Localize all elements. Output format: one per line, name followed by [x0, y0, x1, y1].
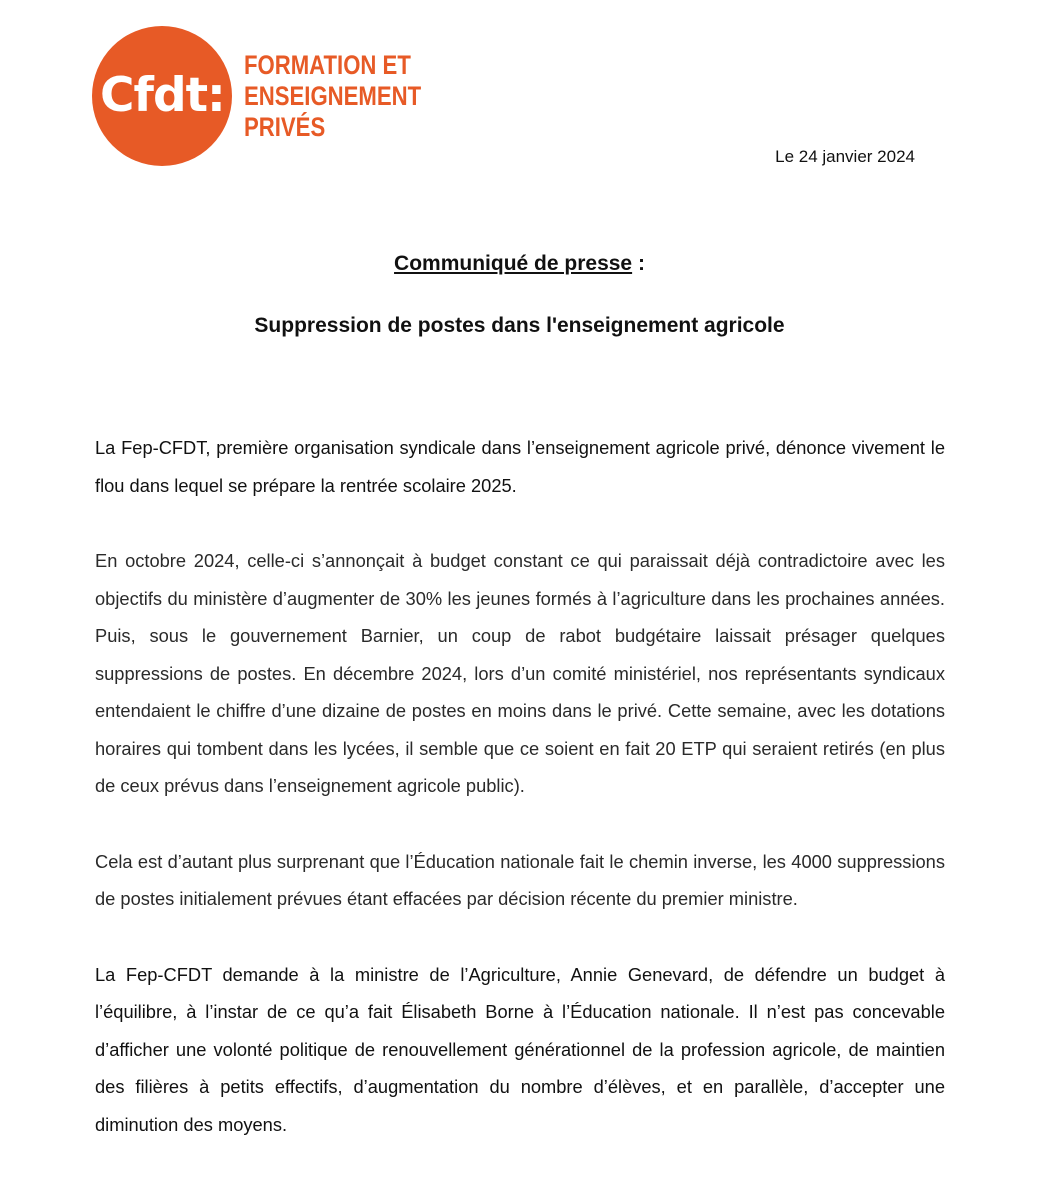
document-subtitle: Suppression de postes dans l'enseignement agricole — [254, 314, 785, 337]
cfdt-logo — [92, 26, 492, 166]
document-date: Le 24 janvier 2024 — [775, 147, 915, 166]
logo-line-2: ENSEIGNEMENT — [244, 81, 422, 111]
logo-line-1: FORMATION ET — [244, 50, 411, 80]
document-body — [95, 429, 945, 1143]
paragraph-3: Cela est d’autant plus surprenant que l’Éducation nationale fait le chemin inverse, les 4000 suppressions de postes initialement prévues étant effacées par décision récente du premier ministre. — [95, 850, 945, 909]
document-title — [0, 252, 1039, 276]
title-suffix: : — [632, 252, 645, 275]
paragraph-4: La Fep-CFDT demande à la ministre de l’Agriculture, Annie Genevard, de défendre un budget à l’équilibre, à l’instar de ce qu’a fait Élisabeth Borne à l’Éducation nationale. Il n’est pas concevable d’afficher une volonté politique de renouvellement générationnel de la profession agricole, de maintien des filières à petits effectifs, d’augmentation du nombre d’élèves, et en parallèle, d’accepter une diminution des moyens. — [95, 963, 945, 1135]
logo-line-3: PRIVÉS — [244, 112, 326, 142]
logo-text — [244, 50, 441, 143]
title-main: Communiqué de presse — [394, 252, 633, 275]
logo-mark: Cfdt: — [100, 68, 225, 123]
paragraph-2: En octobre 2024, celle-ci s’annonçait à budget constant ce qui paraissait déjà contradictoire avec les objectifs du ministère d’augmenter de 30% les jeunes formés à l’agriculture dans les prochaines années. Puis, sous le gouvernement Barnier, un coup de rabot budgétaire laissait présager quelques suppressions de postes. En décembre 2024, lors d’un comité ministériel, nos représentants syndicaux entendaient le chiffre d’une dizaine de postes en moins dans le privé. Cette semaine, avec les dotations horaires qui tombent dans les lycées, il semble que ce soient en fait 20 ETP qui seraient retirés (en plus de ceux prévus dans l’enseignement agricole public). — [95, 550, 945, 796]
paragraph-1: La Fep-CFDT, première organisation syndicale dans l’enseignement agricole privé, dénonce vivement le flou dans lequel se prépare la rentrée scolaire 2025. — [95, 437, 945, 496]
